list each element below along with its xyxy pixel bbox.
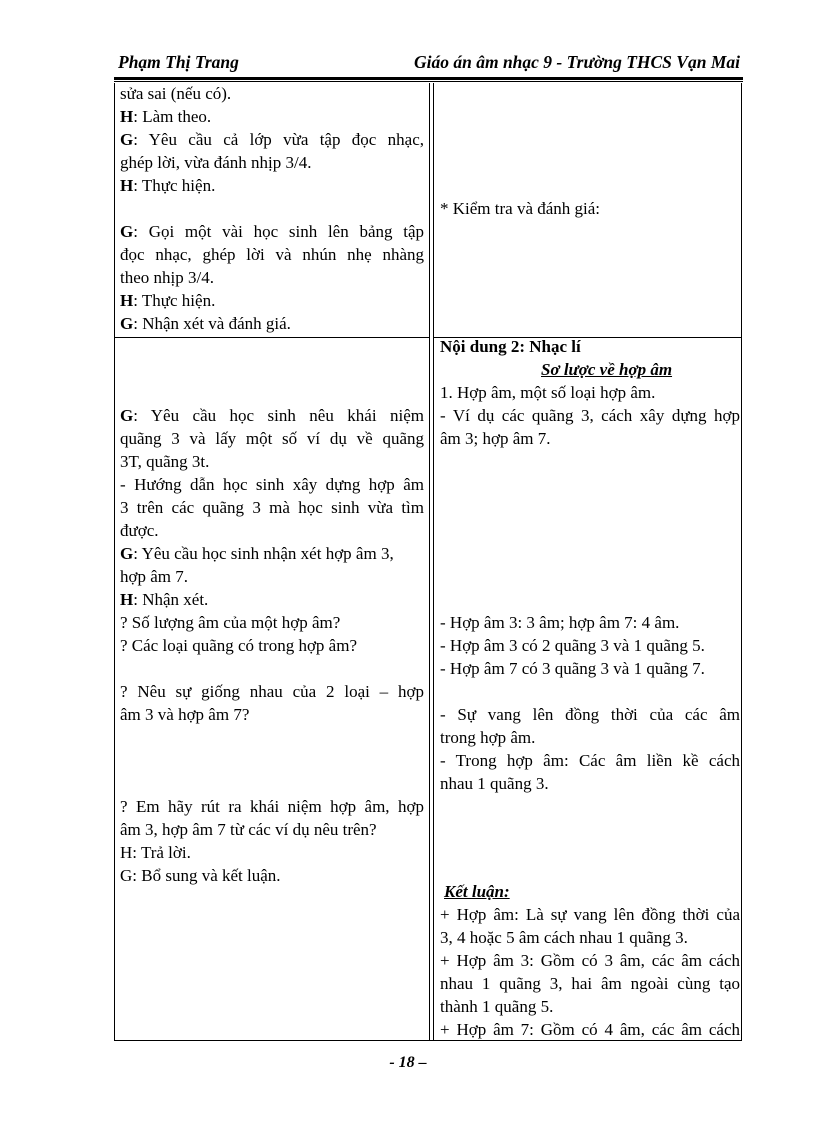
text-line: thành 1 quãng 5.: [440, 997, 554, 1016]
text-line: âm 3 và hợp âm 7?: [120, 705, 250, 724]
text-line: hợp âm 7.: [120, 567, 189, 586]
text-line: 3, 4 hoặc 5 âm cách nhau 1 quãng 3.: [440, 928, 688, 947]
text-line: theo nhịp 3/4.: [120, 268, 214, 287]
text-line: + Hợp âm 3: Gồm có 3 âm, các âm cách: [440, 951, 740, 970]
row-divider: [115, 337, 429, 338]
header-author: Phạm Thị Trang: [118, 52, 239, 72]
text-line: - Hợp âm 3: 3 âm; hợp âm 7: 4 âm.: [440, 613, 680, 632]
header-title: Giáo án âm nhạc 9 - Trường THCS Vạn Mai: [413, 52, 740, 72]
text-line: ? Số lượng âm của một hợp âm?: [120, 613, 341, 632]
conclusion-heading: Kết luận:: [444, 882, 510, 901]
column-divider: [429, 83, 430, 1040]
text-line: âm 3, hợp âm 7 từ các ví dụ nêu trên?: [120, 820, 377, 839]
text-line: H: Nhận xét.: [120, 590, 209, 609]
lesson-table: [114, 83, 742, 1041]
text-line: H: Làm theo.: [120, 107, 212, 126]
text-line: trong hợp âm.: [440, 728, 536, 747]
text-line: * Kiểm tra và đánh giá:: [440, 199, 601, 218]
page-number: - 18 –: [389, 1054, 427, 1071]
text-line: ? Nêu sự giống nhau của 2 loại – hợp: [120, 682, 424, 701]
text-line: - Hướng dẫn học sinh xây dựng hợp âm: [120, 475, 424, 494]
header-rule-thick: [114, 77, 743, 80]
text-line: G: Bổ sung và kết luận.: [120, 866, 281, 885]
text-line: H: Trả lời.: [120, 843, 191, 862]
text-line: ? Em hãy rút ra khái niệm hợp âm, hợp: [120, 797, 424, 816]
page-header: [114, 52, 742, 76]
text-line: - Sự vang lên đồng thời của các âm: [440, 705, 740, 724]
text-line: - Trong hợp âm: Các âm liền kề cách: [440, 751, 740, 770]
column-divider-inner: [433, 83, 434, 1040]
text-line: H: Thực hiện.: [120, 176, 216, 195]
text-line: G: Gọi một vài học sinh lên bảng tập: [120, 222, 424, 241]
text-line: G: Yêu cầu học sinh nhận xét hợp âm 3,: [120, 544, 394, 563]
text-line: nhau 1 quãng 3, hai âm ngoài cùng tạo: [440, 974, 740, 993]
text-line: - Ví dụ các quãng 3, cách xây dựng hợp: [440, 406, 740, 425]
text-line: quãng 3 và lấy một số ví dụ về quãng: [120, 429, 424, 448]
text-line: ? Các loại quãng có trong hợp âm?: [120, 636, 357, 655]
text-line: được.: [120, 521, 159, 540]
text-line: ghép lời, vừa đánh nhịp 3/4.: [120, 153, 312, 172]
text-line: - Hợp âm 7 có 3 quãng 3 và 1 quãng 7.: [440, 659, 705, 678]
text-line: H: Thực hiện.: [120, 291, 216, 310]
text-line: 3T, quãng 3t.: [120, 452, 210, 471]
section-subheading: Sơ lược về hợp âm: [541, 360, 673, 379]
text-line: sửa sai (nếu có).: [120, 84, 232, 103]
text-line: 3 trên các quãng 3 mà học sinh vừa tìm: [120, 498, 424, 517]
text-line: G: Yêu cầu cả lớp vừa tập đọc nhạc,: [120, 130, 424, 149]
section-heading: Nội dung 2: Nhạc lí: [440, 337, 581, 356]
text-line: + Hợp âm: Là sự vang lên đồng thời của: [440, 905, 740, 924]
text-line: G: Nhận xét và đánh giá.: [120, 314, 291, 333]
text-line: - Hợp âm 3 có 2 quãng 3 và 1 quãng 5.: [440, 636, 705, 655]
text-line: nhau 1 quãng 3.: [440, 774, 549, 793]
text-line: 1. Hợp âm, một số loại hợp âm.: [440, 383, 656, 402]
text-line: âm 3; hợp âm 7.: [440, 429, 551, 448]
text-line: G: Yêu cầu học sinh nêu khái niệm: [120, 406, 424, 425]
text-line: + Hợp âm 7: Gồm có 4 âm, các âm cách: [440, 1020, 740, 1039]
text-line: đọc nhạc, ghép lời và nhún nhẹ nhàng: [120, 245, 424, 264]
